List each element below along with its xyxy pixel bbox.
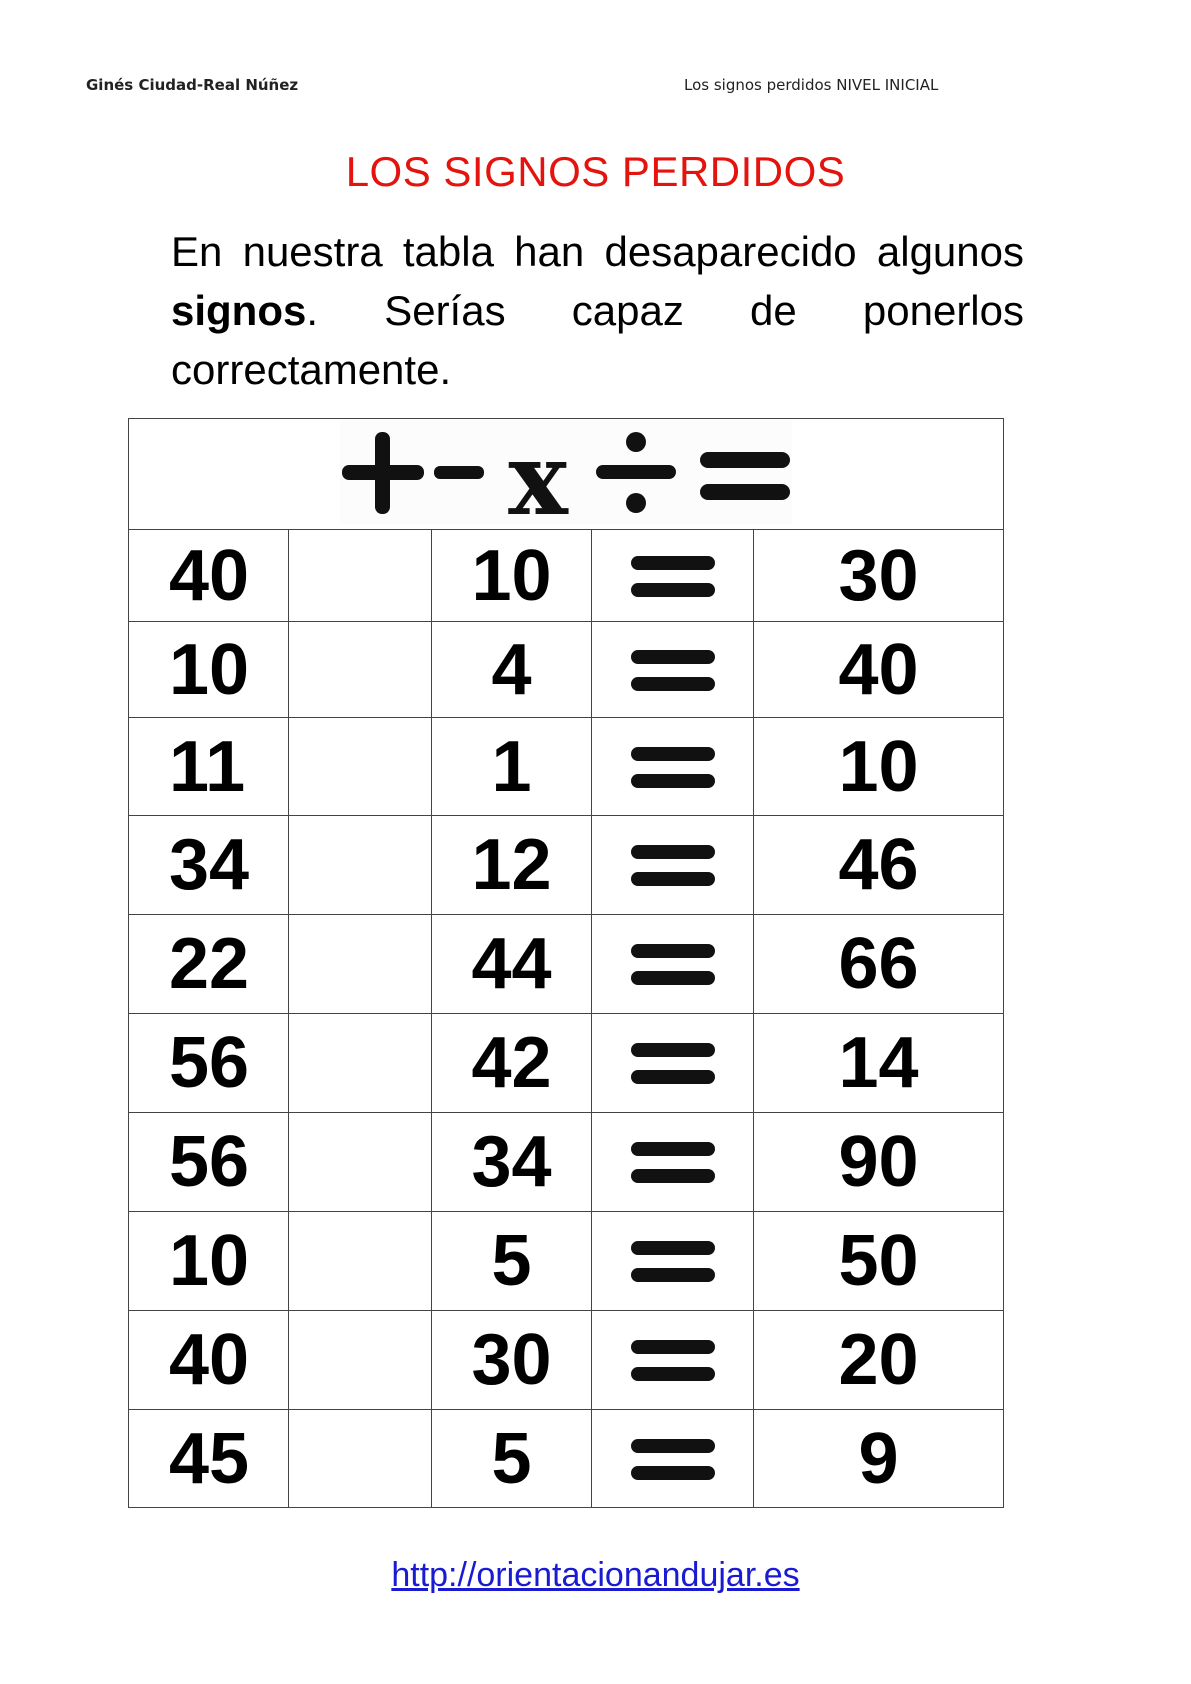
result-number: 10 — [838, 726, 919, 807]
equals-cell — [592, 1113, 754, 1212]
second-number: 30 — [471, 1320, 552, 1400]
cell-result — [754, 1410, 1004, 1508]
second-number: 4 — [491, 629, 532, 710]
cell-result — [754, 816, 1004, 915]
equals-icon — [629, 550, 717, 602]
cell-second-number — [432, 1113, 592, 1212]
result-number: 14 — [838, 1023, 919, 1103]
second-number: 10 — [471, 535, 552, 616]
cell-result — [754, 530, 1004, 622]
result-number: 9 — [858, 1418, 899, 1499]
table-row — [129, 1410, 1004, 1508]
first-number: 22 — [169, 924, 250, 1004]
equals-cell — [592, 1014, 754, 1113]
missing-sign-cell[interactable] — [289, 915, 432, 1014]
equals-icon — [629, 1433, 717, 1485]
table-row — [129, 1212, 1004, 1311]
second-number: 5 — [491, 1221, 532, 1301]
cell-second-number — [432, 915, 592, 1014]
cell-second-number — [432, 718, 592, 816]
equals-cell — [592, 1410, 754, 1508]
cell-result — [754, 1014, 1004, 1113]
table-row — [129, 816, 1004, 915]
missing-sign-cell[interactable] — [289, 1113, 432, 1212]
equals-icon — [700, 452, 790, 500]
first-number: 10 — [169, 1221, 250, 1301]
result-number: 90 — [838, 1122, 919, 1202]
cell-second-number — [432, 1311, 592, 1410]
result-number: 40 — [838, 629, 919, 710]
missing-sign-cell[interactable] — [289, 1410, 432, 1508]
cell-second-number — [432, 1410, 592, 1508]
cell-first-number — [129, 816, 289, 915]
table-row — [129, 1014, 1004, 1113]
equals-cell — [592, 1212, 754, 1311]
first-number: 40 — [169, 535, 250, 616]
legend-cell — [129, 419, 1004, 530]
missing-sign-cell[interactable] — [289, 816, 432, 915]
equals-icon — [629, 1136, 717, 1188]
cell-first-number — [129, 530, 289, 622]
table-row — [129, 915, 1004, 1014]
cell-first-number — [129, 1311, 289, 1410]
legend-row — [129, 419, 1004, 530]
intro-paragraph — [171, 222, 1024, 399]
cell-first-number — [129, 915, 289, 1014]
missing-sign-cell[interactable] — [289, 530, 432, 622]
result-number: 46 — [838, 825, 919, 905]
page-title: LOS SIGNOS PERDIDOS — [345, 148, 846, 195]
website-link[interactable]: http://orientacionandujar.es — [391, 1556, 800, 1594]
times-icon — [508, 420, 569, 524]
cell-first-number — [129, 1113, 289, 1212]
cell-result — [754, 1212, 1004, 1311]
equals-icon — [629, 1037, 717, 1089]
result-number: 50 — [838, 1221, 919, 1301]
cell-first-number — [129, 1410, 289, 1508]
signs-table — [128, 418, 1004, 1508]
equals-cell — [592, 622, 754, 718]
second-number: 34 — [471, 1122, 552, 1202]
minus-icon — [434, 466, 484, 479]
equals-icon — [629, 1334, 717, 1386]
cell-result — [754, 622, 1004, 718]
legend-symbols — [340, 420, 792, 524]
second-number: 42 — [471, 1023, 552, 1103]
first-number: 10 — [169, 629, 250, 710]
cell-first-number — [129, 622, 289, 718]
result-number: 66 — [838, 924, 919, 1004]
equals-icon — [629, 1235, 717, 1287]
table-row — [129, 1311, 1004, 1410]
svg-text:x: x — [508, 419, 568, 524]
cell-result — [754, 915, 1004, 1014]
intro-bold-word: signos — [171, 287, 307, 334]
cell-second-number — [432, 1014, 592, 1113]
plus-icon — [342, 432, 424, 514]
header-author: Ginés Ciudad-Real Núñez — [86, 76, 299, 94]
second-number: 12 — [471, 825, 552, 905]
missing-sign-cell[interactable] — [289, 718, 432, 816]
cell-result — [754, 1311, 1004, 1410]
symbols-legend-icon — [340, 420, 792, 524]
footer — [0, 1556, 1191, 1595]
second-number: 5 — [491, 1418, 532, 1499]
table-row — [129, 530, 1004, 622]
cell-second-number — [432, 1212, 592, 1311]
intro-text-2: . Serías capaz de ponerlos correctamente. — [171, 287, 1024, 393]
equals-cell — [592, 1311, 754, 1410]
cell-second-number — [432, 622, 592, 718]
table-row — [129, 1113, 1004, 1212]
equals-icon — [629, 839, 717, 891]
equals-cell — [592, 816, 754, 915]
equals-icon — [629, 741, 717, 793]
first-number: 11 — [169, 726, 246, 807]
missing-sign-cell[interactable] — [289, 1311, 432, 1410]
first-number: 40 — [169, 1320, 250, 1400]
cell-first-number — [129, 718, 289, 816]
equals-icon — [629, 938, 717, 990]
equals-icon — [629, 644, 717, 696]
cell-first-number — [129, 1212, 289, 1311]
second-number: 1 — [491, 726, 532, 807]
table-row — [129, 718, 1004, 816]
equals-cell — [592, 915, 754, 1014]
first-number: 56 — [169, 1023, 250, 1103]
equals-cell — [592, 530, 754, 622]
first-number: 45 — [169, 1418, 250, 1499]
result-number: 30 — [838, 535, 919, 616]
cell-second-number — [432, 530, 592, 622]
cell-result — [754, 718, 1004, 816]
divide-icon — [596, 432, 676, 513]
cell-first-number — [129, 1014, 289, 1113]
table-row — [129, 622, 1004, 718]
cell-result — [754, 1113, 1004, 1212]
second-number: 44 — [471, 924, 552, 1004]
result-number: 20 — [838, 1320, 919, 1400]
header-doc-title: Los signos perdidos NIVEL INICIAL — [684, 76, 939, 94]
first-number: 34 — [169, 825, 250, 905]
missing-sign-cell[interactable] — [289, 1014, 432, 1113]
first-number: 56 — [169, 1122, 250, 1202]
missing-sign-cell[interactable] — [289, 1212, 432, 1311]
intro-text-1: En nuestra tabla han desaparecido algunos — [171, 228, 1024, 275]
cell-second-number — [432, 816, 592, 915]
equals-cell — [592, 718, 754, 816]
missing-sign-cell[interactable] — [289, 622, 432, 718]
